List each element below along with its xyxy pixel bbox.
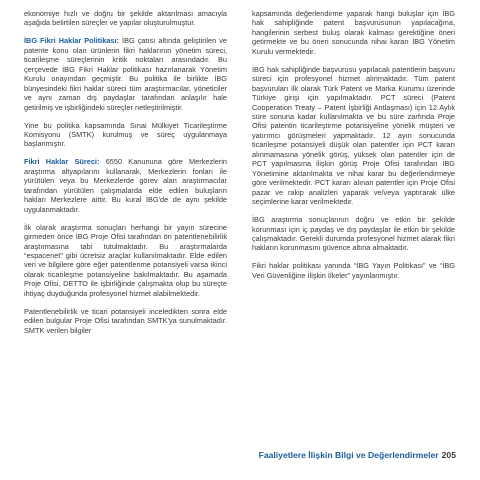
footer-section-title: Faaliyetlere İlişkin Bilgi ve Değerlendirmeler bbox=[258, 450, 439, 460]
page-number: 205 bbox=[441, 450, 456, 460]
ip-policy-heading: İBG Fikri Haklar Politikası: bbox=[24, 36, 119, 46]
paragraph-stakeholders: İBG araştırma sonuçlarının doğru ve etkin bir şekilde korunması için iç paydaş ve dış paydaşlar ile etkin bir şekilde çalışmaktadır. Gerekli durumda profesyonel hizmet alarak fikri hakların korunmasını güvence altına almaktadır. bbox=[252, 215, 455, 253]
paragraph-research-results: İlk olarak araştırma sonuçları herhangi bir yayın sürecine girmeden önce İBG Proje Ofisi tarafından ön patentlenebilirlik araştırmasına tabi tutulmaktadır. Bu araştırmalarda “espacenet” gibi ücretsiz araçlar kullanılmaktadır. Elde edilen veri ve bilgilere göre eğer patentlenme potansiyeli varsa ikinci olarak ticarileşme potansiyeline bakılmaktadır. Bu aşamada Proje Ofisi, DETTO ile işbirliğinde çalışmakta olup bu süreçte ihtiyaç duyduğunda profesyonel hizmet alabilmektedir. bbox=[24, 222, 227, 298]
paragraph-intro: ekonomiye hızlı ve doğru bir şekilde aktarılması amacıyla aşağıda belirtilen süreçler ve yapılar oluşturulmuştur. bbox=[24, 9, 227, 28]
ip-process-heading: Fikri Haklar Süreci: bbox=[24, 157, 100, 167]
paragraph-ip-process bbox=[24, 157, 227, 214]
paragraph-ip-policy bbox=[24, 36, 227, 112]
left-column bbox=[24, 9, 227, 344]
page-footer bbox=[259, 450, 456, 460]
ip-policy-text: İBG çatısı altında geliştirilen ve patente konu olan ürünlerin fikri haklarının yönetim süreci, ticarileşme süreçlerinin kritik noktaları arasındadır. Bu çerçevede İBG Fikri Haklar politikası hazırlanarak Yönetim Kurulu onayından geçmiştir. Bu politika ile birlikte İBG bünyesindeki fikri haklar süreci tüm araştırmacılar, yöneticiler ve aynı zaman dış paydaşlar tarafından anlaşılır hale getirilmiş ve işbirliğindeki süreçler netleştirilmiştir. bbox=[24, 36, 227, 112]
paragraph-evaluation: kapsamında değerlendirme yaparak hangi buluşlar için İBG hak sahipliğinde patent başvurusunun yapılacağına, hangilerinin serbest buluş olarak kalması gerektiğine öneri getirmekte ve bu öneri sonucunda nihai kararı İBG Yönetim Kurulu vermektedir. bbox=[252, 9, 455, 56]
paragraph-smtk: Yine bu politika kapsamında Sınai Mülkiyet Ticarileştirme Komisyonu (SMTK) kurulmuş ve süreç uygulanmaya başlanmıştır. bbox=[24, 120, 227, 149]
paragraph-policies: Fikri haklar politikası yanında “İBG Yayın Politikası” ve “İBG Veri Güvenliğine İlişkin İlkeler” yayınlanmıştır. bbox=[252, 261, 455, 280]
right-column bbox=[252, 9, 455, 289]
paragraph-patentability: Patentlenebilirlik ve ticari potansiyeli inceledikten sonra elde edilen bulgular Proje Ofisi tarafından SMTK'ya sunulmaktadır. SMTK verilen bilgiler bbox=[24, 306, 227, 335]
ip-process-text: 6550 Kanununa göre Merkezlerin araştırma altyapılarını kullanarak, Merkezlerin fonları ile yürütülen veya bu Merkezlerde görev alan araştırmacılar tarafından yürütülen çalışmalarda elde edilen buluşların hakları Merkezlere aittir. Bu kural İBG'de de aynı şekilde uygulanmaktadır. bbox=[24, 157, 227, 214]
paragraph-patent-application: İBG hak sahipliğinde başvurusu yapılacak patentlerin başvuru süreci için profesyonel hizmet alınmaktadır. Tüm patent başvuruları ilk olarak Türk Patent ve Marka Kurumu üzerinde Türkiye girişi için yapılmaktadır. PCT süreci (Patent Cooperation Treaty – Patent İşbirliği Antlaşması) için 12 Aylık süre sonuna kadar kullanılmakta ve bu süre zarfında Proje Ofisi patentin ticarileştirme potansiyeline yönelik müşteri ve yatırımcı görüşmeleri yapmaktadır. 12 ayın sonucunda ticarileşme potansiyeli düşük olan patentler için PCT kararı alınmamasına yönelik görüş, yüksek olan patentler için de PCT yapılmasına ilişkin görüş Proje Ofisi tarafından İBG Yönetimine aktarılmakta ve nihai karar bu değerlendirmeye göre verilmektedir. PCT kararı alınan patentler için Proje Ofisi pazar ve rakip analizleri yaparak ve/veya yaptırarak ülke seçimlerine karar verilmektedir. bbox=[252, 64, 455, 207]
